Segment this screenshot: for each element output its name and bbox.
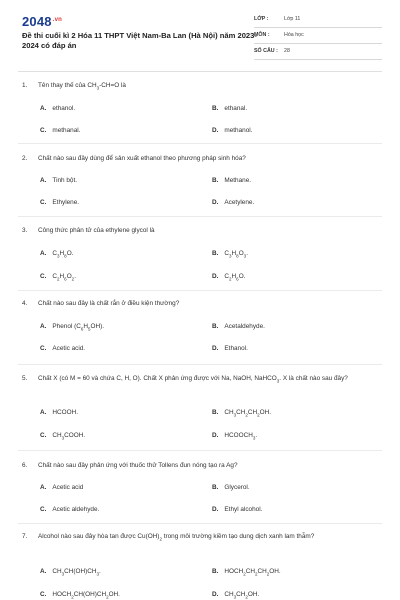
- document-title: Đề thi cuối kì 2 Hóa 11 THPT Việt Nam-Ba Lan (Hà Nội) năm 2023-2024 có đáp án: [22, 31, 257, 50]
- option-a[interactable]: A. HCOOH.: [40, 409, 78, 416]
- meta-row-subject: [254, 28, 382, 44]
- option-d[interactable]: D. $HCOOCH_3$.: [212, 432, 258, 441]
- question-number: 3.: [22, 227, 28, 234]
- option-a[interactable]: A. $CH_3CH(OH)CH_3$.: [40, 568, 101, 577]
- option-c[interactable]: C. $HOCH_2CH(OH)CH_2OH$.: [40, 591, 120, 600]
- option-d[interactable]: D. $C_2H_6O$.: [212, 273, 246, 282]
- question-divider: [18, 364, 382, 365]
- option-b[interactable]: B. $CH_3CH_2CH_2OH$.: [212, 409, 272, 418]
- question-number: 2.: [22, 155, 28, 162]
- option-a[interactable]: A. Acetic acid: [40, 484, 84, 491]
- option-a[interactable]: A. ethanol.: [40, 105, 76, 112]
- option-b[interactable]: B. $HOCH_2CH_2CH_2OH$.: [212, 568, 281, 577]
- meta-row-class: [254, 12, 382, 28]
- question-number: 6.: [22, 462, 28, 469]
- question-text: Chất nào sau đây là chất rắn ở điều kiện thường?: [38, 300, 180, 307]
- meta-key: LỚP :: [254, 16, 269, 22]
- option-a[interactable]: A. $C_3H_8O$.: [40, 250, 74, 259]
- question-number: 5.: [22, 375, 28, 382]
- question-number: 7.: [22, 533, 28, 540]
- option-c[interactable]: C. methanal.: [40, 127, 81, 134]
- option-b[interactable]: B. Acetaldehyde.: [212, 323, 265, 330]
- meta-value: Lớp 11: [284, 16, 301, 22]
- question-text: Công thức phân tử của ethylene glycol là: [38, 227, 155, 234]
- question-text: Chất nào sau đây dùng để sản xuất ethanol theo phương pháp sinh hóa?: [38, 155, 246, 162]
- meta-value: 28: [284, 48, 290, 54]
- document-header: [0, 0, 400, 78]
- option-d[interactable]: D. Ethyl alcohol.: [212, 506, 263, 513]
- question-divider: [18, 290, 382, 291]
- option-c[interactable]: C. Acetic acid.: [40, 345, 86, 352]
- option-d[interactable]: D. $CH_3CH_2OH$.: [212, 591, 260, 600]
- option-b[interactable]: B. $C_3H_8O_3$.: [212, 250, 248, 259]
- option-b[interactable]: B. Glycerol.: [212, 484, 250, 491]
- option-d[interactable]: D. Ethanol.: [212, 345, 248, 352]
- question-number: 1.: [22, 82, 28, 89]
- question-text: Chất X (có M = 60 và chứa C, H, O). Chất X phản ứng được với Na, NaOH, NaHCO$_3$. X là chất nào sau đây?: [38, 375, 348, 384]
- option-c[interactable]: C. Ethylene.: [40, 199, 80, 206]
- question-divider: [18, 216, 382, 217]
- option-c[interactable]: C. $C_2H_6O_2$.: [40, 273, 76, 282]
- question-divider: [18, 523, 382, 524]
- question-text: Tên thay thế của $CH_3-CH=O$ là: [38, 82, 126, 91]
- option-b[interactable]: B. ethanal.: [212, 105, 248, 112]
- question-divider: [18, 450, 382, 451]
- option-c[interactable]: C. Acetic aldehyde.: [40, 506, 100, 513]
- question-divider: [18, 143, 382, 144]
- option-b[interactable]: B. Methane.: [212, 177, 252, 184]
- option-c[interactable]: C. $CH_3COOH$.: [40, 432, 86, 441]
- option-a[interactable]: A. Tinh bột.: [40, 177, 78, 184]
- question-number: 4.: [22, 300, 28, 307]
- meta-row-count: [254, 44, 382, 60]
- option-d[interactable]: D. methanol.: [212, 127, 253, 134]
- option-d[interactable]: D. Acetylene.: [212, 199, 255, 206]
- option-a[interactable]: A. Phenol $(C_6H_5OH)$.: [40, 323, 104, 332]
- meta-value: Hóa học: [284, 32, 304, 38]
- meta-key: SỐ CÂU :: [254, 48, 278, 54]
- meta-key: MÔN :: [254, 32, 270, 38]
- site-logo[interactable]: $2048^{.vn}$: [22, 14, 63, 29]
- question-text: Alcohol nào sau đây hòa tan được $Cu(OH)_2$ trong môi trường kiềm tạo dung dịch xanh lam thẫm?: [38, 533, 315, 542]
- header-divider: [18, 71, 382, 72]
- question-text: Chất nào sau đây phản ứng với thuốc thử Tollens đun nóng tạo ra Ag?: [38, 462, 238, 469]
